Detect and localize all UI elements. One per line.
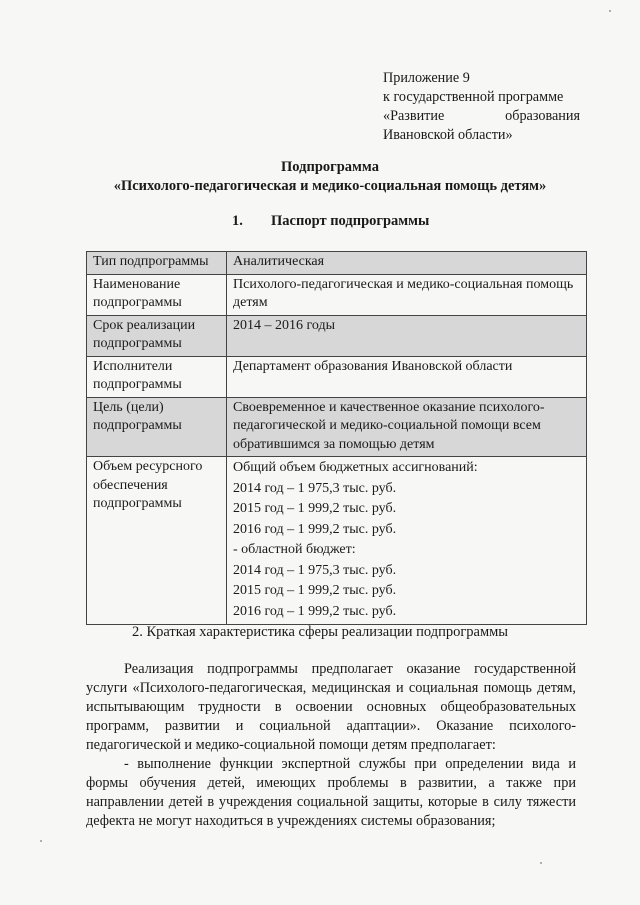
passport-heading-number: 1.: [232, 213, 243, 229]
budget-line: 2015 год – 1 999,2 тыс. руб.: [233, 583, 397, 598]
row-label: Наименование подпрограммы: [87, 274, 227, 315]
paragraph-2: - выполнение функции экспертной службы при определении вида и формы обучения детей, имеющих проблемы в развитии, а также при направлении детей в учреждения социальной защиты, которые в силу тяжести дефекта не могут находиться в учреждениях системы образования;: [86, 756, 576, 829]
row-value: Своевременное и качественное оказание психолого-педагогической и медико-социальной помощи всем обратившимся за помощью детям: [227, 397, 587, 457]
appendix-line-2: к государственной программе: [383, 89, 564, 105]
budget-line: Общий объем бюджетных ассигнований:: [233, 460, 478, 475]
budget-line: 2016 год – 1 999,2 тыс. руб.: [233, 521, 397, 537]
budget-line: 2014 год – 1 975,3 тыс. руб.: [233, 480, 397, 496]
appendix-line-4: Ивановской области»: [383, 127, 513, 143]
row-value: Аналитическая: [227, 252, 587, 275]
section-2-heading: 2. Краткая характеристика сферы реализации подпрограммы: [131, 624, 509, 640]
budget-line: 2014 год – 1 975,3 тыс. руб.: [233, 562, 397, 578]
budget-line: 2015 год – 1 999,2 тыс. руб.: [233, 501, 397, 516]
appendix-line-3-left: «Развитие: [383, 108, 445, 124]
row-label: Срок реализации подпрограммы: [87, 315, 227, 356]
budget-line: - областной бюджет:: [233, 542, 356, 557]
table-row: [87, 457, 587, 625]
table-row: [87, 356, 587, 397]
budget-line: 2016 год – 1 999,2 тыс. руб.: [233, 603, 397, 619]
scan-speck: [40, 840, 42, 842]
row-label: Тип подпрограммы: [87, 252, 227, 275]
appendix-line-3: [383, 107, 580, 126]
table-row: [87, 274, 587, 315]
table-row: [87, 252, 587, 275]
row-label: Объем ресурсного обеспечения подпрограммы: [87, 457, 227, 625]
appendix-line-3-right: образования: [505, 108, 580, 124]
row-value: 2014 – 2016 годы: [227, 315, 587, 356]
scan-speck: [609, 10, 611, 12]
passport-heading-text: Паспорт подпрограммы: [271, 213, 430, 229]
table-row: [87, 397, 587, 457]
body-text: [86, 660, 576, 831]
row-value: Психолого-педагогическая и медико-социальная помощь детям: [227, 274, 587, 315]
subprogram-title: Подпрограмма: [281, 159, 379, 175]
appendix-note: [383, 69, 580, 145]
appendix-line-1: Приложение 9: [383, 70, 470, 86]
row-value-budget: [227, 457, 587, 625]
scan-speck: [540, 862, 542, 864]
row-label: Цель (цели) подпрограммы: [87, 397, 227, 457]
table-row: [87, 315, 587, 356]
row-label: Исполнители подпрограммы: [87, 356, 227, 397]
passport-table: [86, 251, 587, 625]
subprogram-name: «Психолого-педагогическая и медико-социальная помощь детям»: [113, 178, 547, 194]
row-value: Департамент образования Ивановской области: [227, 356, 587, 397]
paragraph-1: Реализация подпрограммы предполагает оказание государственной услуги «Психолого-педагогическая, медицинская и социальная помощь детям, испытывающим трудности в освоении основных общеобразовательных программ, развитии и социальной адаптации». Оказание психолого-педагогической и медико-социальной помощи детям предполагает:: [86, 661, 576, 753]
